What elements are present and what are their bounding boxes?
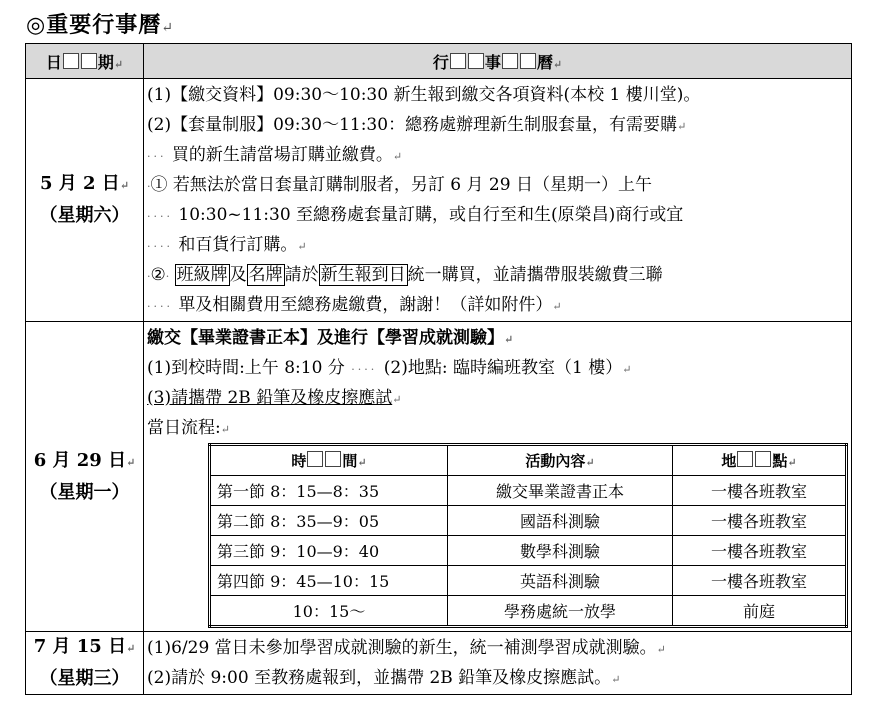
schedule-time: 10：15～	[210, 596, 448, 627]
date-cell: 7 月 15 日↵ （星期三）	[26, 632, 144, 695]
schedule-place: 一樓各班教室	[673, 506, 847, 536]
event-line: ··· 買的新生請當場訂購並繳費。↵	[147, 145, 403, 165]
event-cell	[144, 322, 852, 632]
weekday-text: （星期六）	[39, 205, 130, 226]
date-cell: 5 月 2 日↵ （星期六）	[26, 79, 144, 322]
place-header: 地 點↵	[673, 445, 847, 476]
event-line: 當日流程:↵	[147, 418, 230, 438]
event-calendar-table	[25, 43, 852, 695]
weekday-text: （星期三）	[39, 668, 130, 689]
date-column-header: 日 期↵	[26, 44, 144, 79]
event-cell	[144, 632, 852, 695]
schedule-activity: 數學科測驗	[448, 536, 673, 566]
schedule-time: 第三節 9：10—9：40	[210, 536, 448, 566]
event-column-header: 行 事 曆↵	[144, 44, 852, 79]
event-line: ···· 單及相關費用至總務處繳費，謝謝！（詳如附件）↵	[147, 295, 562, 315]
schedule-place: 前庭	[673, 596, 847, 627]
page-title: ◎重要行事曆↵	[26, 12, 174, 38]
schedule-place: 一樓各班教室	[673, 566, 847, 596]
schedule-time: 第二節 8：35—9：05	[210, 506, 448, 536]
date-text: 5 月 2 日	[39, 173, 120, 194]
event-line: ···· 和百貨行訂購。↵	[147, 235, 307, 255]
event-line: ·① 若無法於當日套量訂購制服者，另訂 6 月 29 日（星期一）上午	[147, 175, 652, 195]
event-cell	[144, 79, 852, 322]
weekday-text: （星期一）	[39, 481, 130, 503]
schedule-row	[210, 536, 847, 566]
schedule-activity: 繳交畢業證書正本	[448, 476, 673, 506]
event-line: (3)請攜帶 2B 鉛筆及橡皮擦應試↵	[147, 388, 402, 408]
schedule-row	[210, 596, 847, 627]
schedule-place: 一樓各班教室	[673, 536, 847, 566]
table-row	[26, 632, 852, 695]
schedule-time: 第一節 8：15—8：35	[210, 476, 448, 506]
event-headline: 繳交【畢業證書正本】及進行【學習成就測驗】↵	[147, 328, 514, 348]
event-line: (2)【套量制服】09:30～11:30：總務處辦理新生制服套量，有需要購↵	[147, 115, 687, 135]
event-line: (1)到校時間:上午 8:10 分 ···· (2)地點: 臨時編班教室（1 樓）↵	[147, 358, 632, 378]
schedule-activity: 英語科測驗	[448, 566, 673, 596]
date-text: 7 月 15 日	[33, 636, 127, 657]
schedule-activity: 國語科測驗	[448, 506, 673, 536]
event-line: (1)6/29 當日未參加學習成就測驗的新生，統一補測學習成就測驗。↵	[147, 638, 666, 658]
time-header: 時 間↵	[210, 445, 448, 476]
name-badge-box: 名牌	[248, 265, 283, 285]
event-line: (1)【繳交資料】09:30～10:30 新生報到繳交各項資料(本校 1 樓川堂)。	[147, 85, 701, 105]
activity-header: 活動內容↵	[448, 445, 673, 476]
date-cell: 6 月 29 日↵ （星期一）	[26, 322, 144, 632]
registration-day-box: 新生報到日	[320, 265, 406, 285]
date-text: 6 月 29 日	[33, 449, 127, 471]
event-line: ···· 10:30~11:30 至總務處套量訂購，或自行至和生(原榮昌)商行或宜	[147, 205, 684, 225]
schedule-activity: 學務處統一放學	[448, 596, 673, 627]
schedule-row	[210, 506, 847, 536]
table-header-row	[26, 44, 852, 79]
table-row	[26, 322, 852, 632]
table-row	[26, 79, 852, 322]
class-badge-box: 班級牌	[176, 265, 228, 285]
schedule-time: 第四節 9：45—10：15	[210, 566, 448, 596]
schedule-row	[210, 476, 847, 506]
event-line: (2)請於 9:00 至教務處報到，並攜帶 2B 鉛筆及橡皮擦應試。↵	[147, 668, 621, 688]
event-line: ·②· 班級牌 及 名牌 請於 新生報到日 統一購買，並請攜帶服裝繳費三聯	[147, 265, 663, 285]
schedule-table	[208, 443, 848, 628]
schedule-place: 一樓各班教室	[673, 476, 847, 506]
schedule-row	[210, 566, 847, 596]
schedule-header-row	[210, 445, 847, 476]
